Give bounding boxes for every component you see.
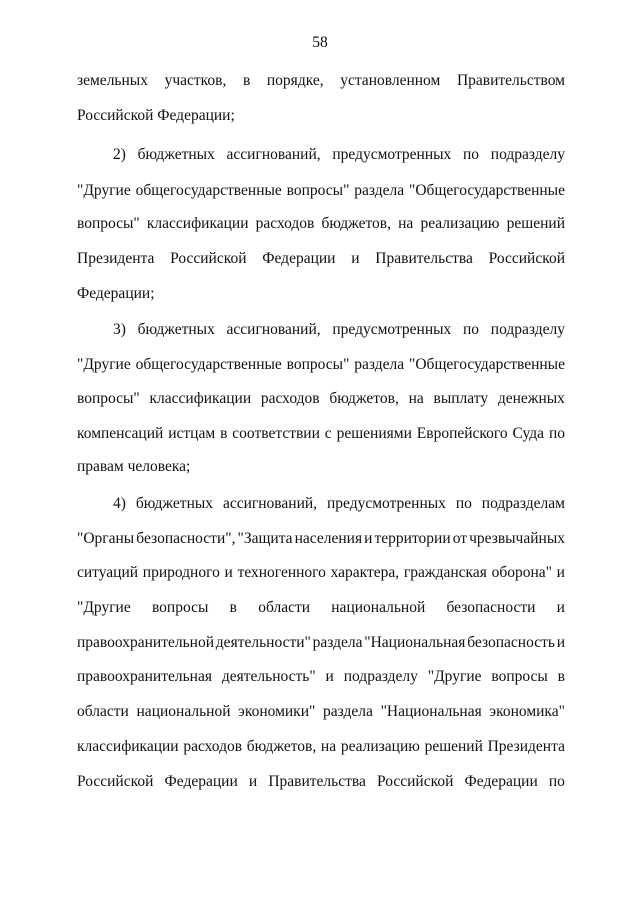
text-line-13: 4) бюджетных ассигнований, предусмотренных по подразделам <box>113 495 565 512</box>
text-line-8: 3) бюджетных ассигнований, предусмотренных по подразделу <box>113 321 565 338</box>
text-line-10: вопросы" классификации расходов бюджетов, на выплату денежных <box>77 390 565 407</box>
text-line-18: правоохранительная деятельность" и подразделу "Другие вопросы в <box>77 668 565 685</box>
text-line-5: вопросы" классификации расходов бюджетов, на реализацию решений <box>77 215 565 232</box>
text-line-19: области национальной экономики" раздела "Национальная экономика" <box>77 703 565 720</box>
text-line-1: земельных участков, в порядке, установленном Правительством <box>77 72 565 89</box>
text-line-12: правам человека; <box>77 458 191 475</box>
text-line-2: Российской Федерации; <box>77 107 235 124</box>
text-line-4: "Другие общегосударственные вопросы" раздела "Общегосударственные <box>77 182 565 199</box>
text-line-3: 2) бюджетных ассигнований, предусмотренных по подразделу <box>113 146 565 163</box>
text-line-16: "Другие вопросы в области национальной безопасности и <box>77 599 565 616</box>
text-line-7: Федерации; <box>77 285 155 302</box>
text-line-17: правоохранительной деятельности" раздела "Национальная безопасность и <box>77 634 565 651</box>
text-line-9: "Другие общегосударственные вопросы" раздела "Общегосударственные <box>77 356 565 373</box>
text-line-15: ситуаций природного и техногенного характера, гражданская оборона" и <box>77 564 565 581</box>
page-number: 58 <box>312 34 328 51</box>
text-line-6: Президента Российской Федерации и Правительства Российской <box>77 250 565 267</box>
text-line-20: классификации расходов бюджетов, на реализацию решений Президента <box>77 738 565 755</box>
text-line-14: "Органы безопасности", "Защита населения и территории от чрезвычайных <box>77 530 565 547</box>
text-line-21: Российской Федерации и Правительства Российской Федерации по <box>77 773 565 790</box>
text-line-11: компенсаций истцам в соответствии с решениями Европейского Суда по <box>77 425 565 442</box>
